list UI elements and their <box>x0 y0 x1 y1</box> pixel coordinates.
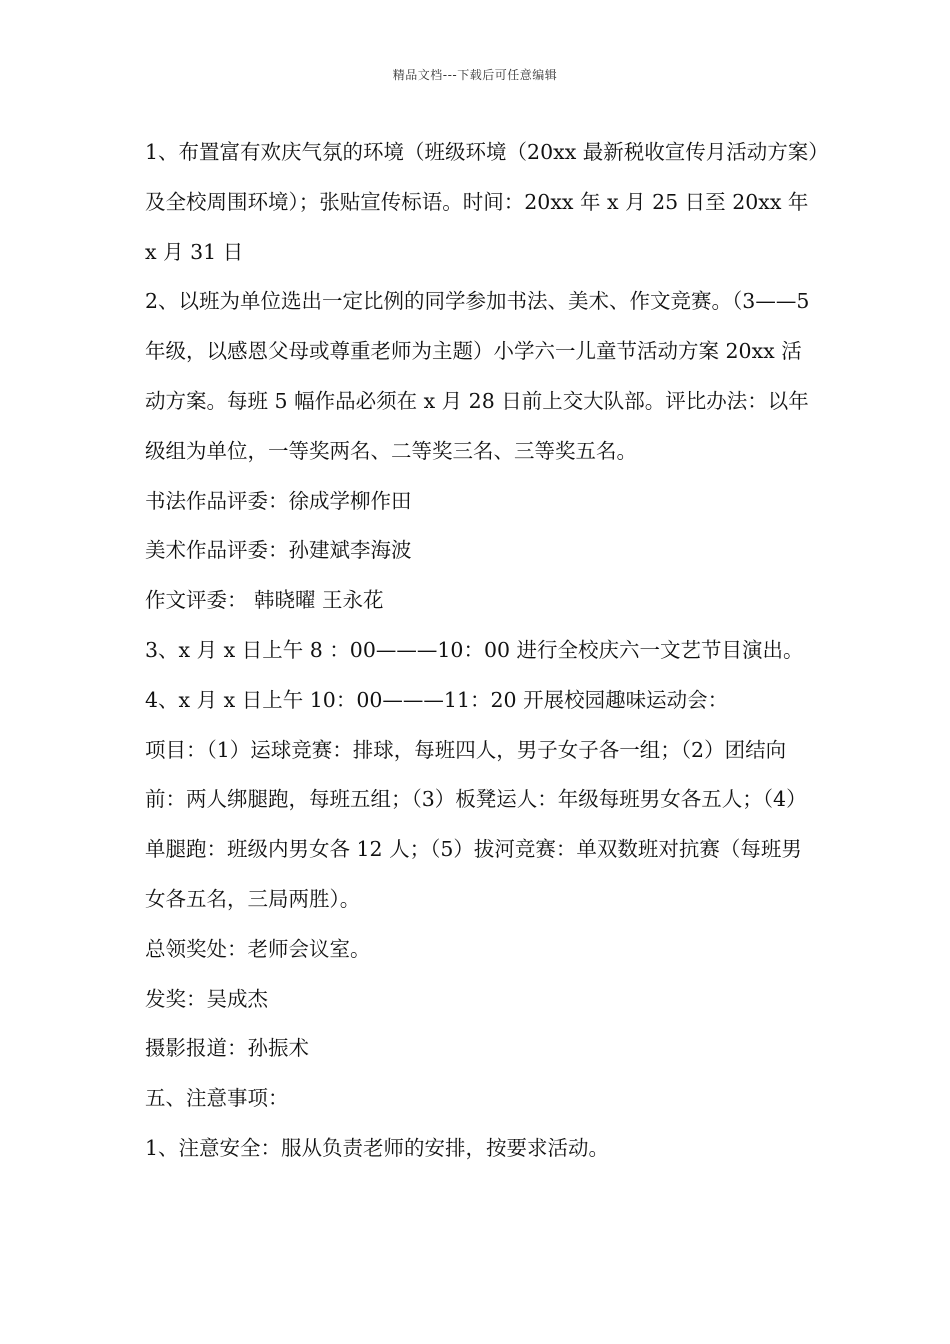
paragraph-photography: 摄影报道：孙振术 <box>145 1036 309 1061</box>
paragraph-performance: 3、x 月 x 日上午 8 ：00———10：00 进行全校庆六一文艺节目演出。 <box>145 637 804 662</box>
paragraph-sports-meet: 4、x 月 x 日上午 10：00———11：20 开展校园趣味运动会： <box>145 687 729 712</box>
paragraph-sports-events: 项目：（1）运球竞赛：排球，每班四人，男子女子各一组；（2）团结向前：两人绑腿跑，每班五组；（3）板凳运人：年级每班男女各五人；（4）单腿跑：班级内男女各 12 人；（5）拔河竞赛：单双数班对抗赛（每班男女各五名，三局两胜）。 <box>145 737 807 911</box>
paragraph-art-judges: 美术作品评委：孙建斌李海波 <box>145 538 412 563</box>
document-body <box>145 128 820 1174</box>
section-heading-notes: 五、注意事项： <box>145 1086 289 1111</box>
paragraph-essay-judges: 作文评委： 韩晓曜 王永花 <box>145 588 384 613</box>
paragraph-calligraphy-judges: 书法作品评委：徐成学柳作田 <box>145 488 412 513</box>
paragraph-award-presenter: 发奖：吴成杰 <box>145 986 268 1011</box>
paragraph-award-location: 总领奖处：老师会议室。 <box>145 936 371 961</box>
page-header: 精品文档---下载后可任意编辑 <box>392 68 558 82</box>
paragraph-safety: 1、注意安全：服从负责老师的安排，按要求活动。 <box>145 1135 610 1160</box>
paragraph-decoration-plan: 1、布置富有欢庆气氛的环境（班级环境（20xx 最新税收宣传月活动方案）及全校周围环境）；张贴宣传标语。时间：20xx 年 x 月 25 日至 20xx 年 x 月 31 日 <box>145 140 819 264</box>
paragraph-competition: 2、以班为单位选出一定比例的同学参加书法、美术、作文竞赛。（3——5 年级，以感恩父母或尊重老师为主题）小学六一儿童节活动方案 20xx 活动方案。每班 5 幅作品必须在 x 月 28 日前上交大队部。评比办法：以年级组为单位，一等奖两名、二等奖三名、三等奖五名。 <box>145 289 810 463</box>
